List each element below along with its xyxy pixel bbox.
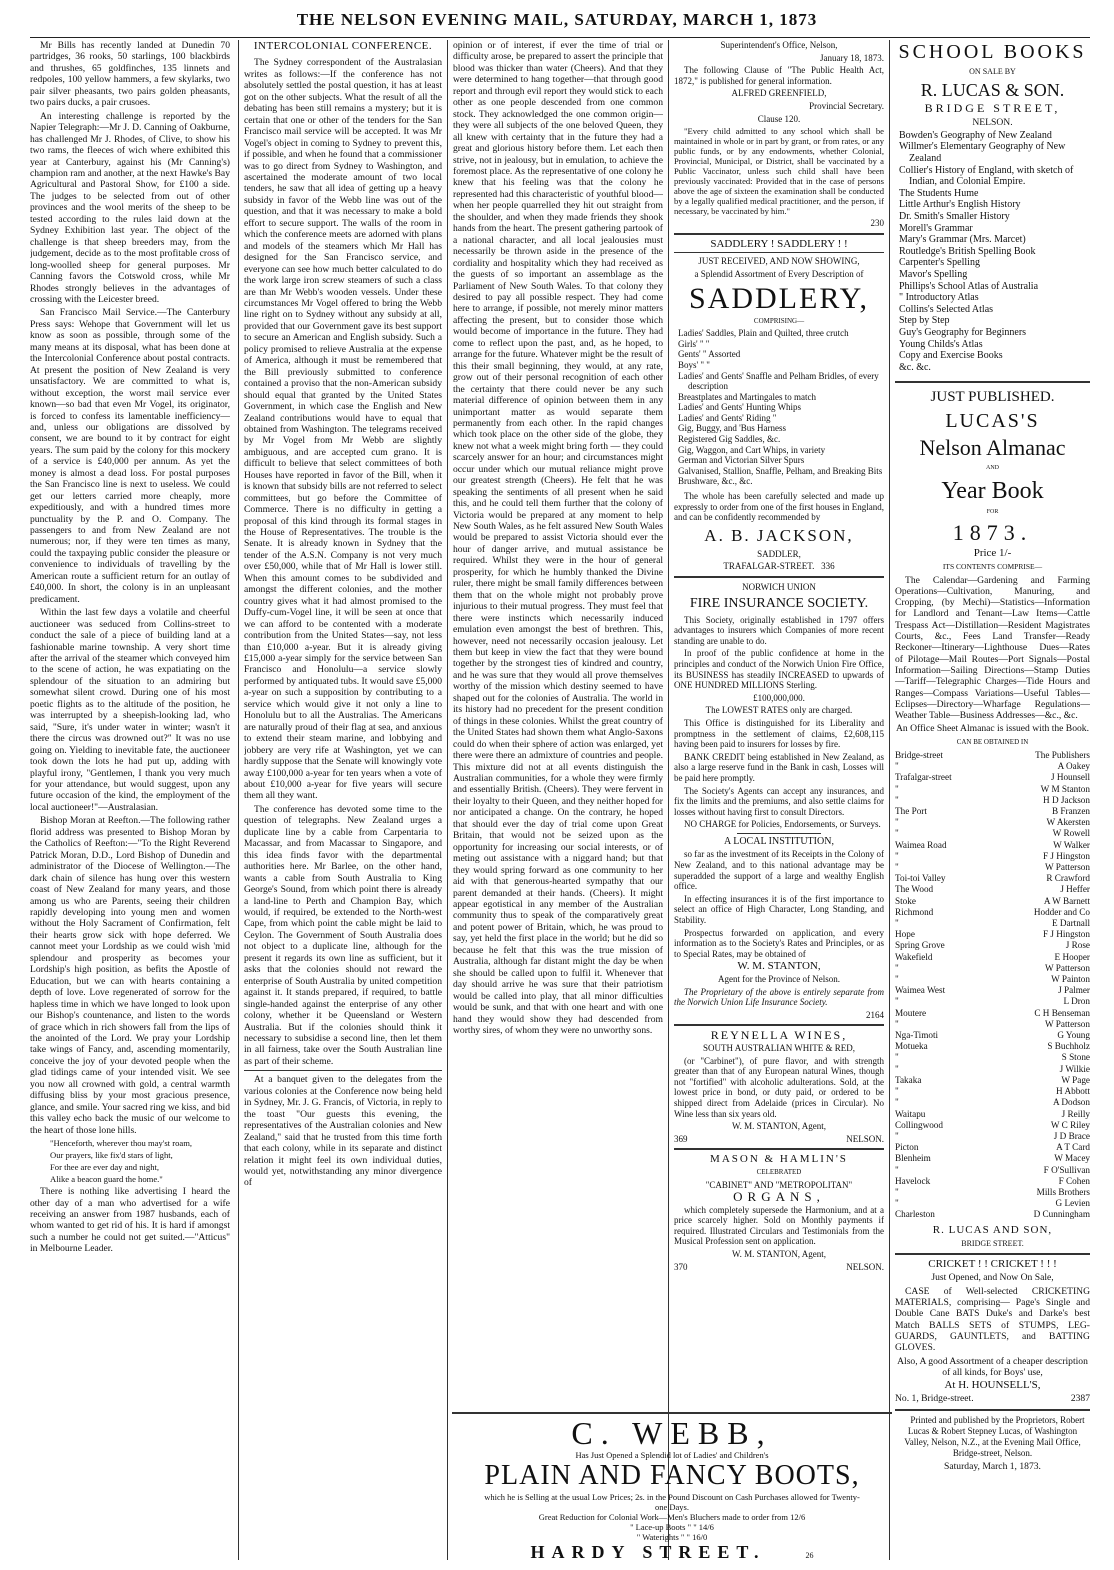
divider — [895, 1253, 1090, 1255]
book-item: Copy and Exercise Books — [899, 350, 1003, 362]
heading-conference: INTERCOLONIAL CONFERENCE. — [253, 40, 433, 52]
agent-place: " — [895, 1130, 899, 1141]
divider — [895, 1409, 1090, 1411]
price-label: Price 1/- — [973, 546, 1012, 559]
agent-name: W Akersten — [1046, 817, 1090, 828]
stanton-agent: Agent for the Province of Nelson. — [718, 974, 840, 984]
book-item: Carpenter's Spelling — [899, 257, 980, 269]
saddlery-item: Girls' " " — [678, 338, 710, 349]
agent-name: W Patterson — [1045, 962, 1090, 973]
agent-row — [895, 784, 1090, 795]
obtained-label: CAN BE OBTAINED IN — [956, 737, 1029, 746]
agent-name: J Wilkie — [1059, 1063, 1090, 1074]
agent-name: W C Riley — [1050, 1119, 1090, 1130]
agent-place: Spring Grove — [895, 940, 945, 951]
book-item: Little Arthur's English History — [899, 199, 1021, 211]
agent-place: " — [895, 862, 899, 873]
article-conference-1: The Sydney correspondent of the Australasian writes as follows:—If the conference has not absolutely settled the postal question, it has at least got on the other subjects. What the result of all the debating has been still remains a mystery; but it is certain that one or other of the tenders for the San Francisco mail service will be accepted. It was Mr Vogel's object in coming to Sydney to prevent this, if possible, and when he found that a commissioner was to go direct from Sydney to Washington, and ascertained the moderate amount of two local tenders, he saw that all idea of getting up a heavy subsidy in favor of the Webb line was out of the question, and that it was necessary to make a bold effort to secure support. The walls of the room in which the conference meets are adorned with plans and models of the steamers which Mr Hall has designed for the San Francisco service, and everyone can see how much better calculated to do the work large iron screw steamers of such a class are than Mr Webb's wooden vessels. Under these circumstances Mr Vogel offered to bring the Webb line right on to Sydney without any subsidy at all, provided that our Government gave its best support to secure an American and English subsidy. Such a policy promised to relieve Australia at the expense of America, although it must be remembered that the Bill previously submitted to conference contained a proviso that the non-American subsidy should equal that granted by the United States Government, in which case the English and New Zealand contributions would have to equal that obtained from Washington. The telegrams received by Mr Vogel from Mr Webb are slightly ambiguous, and are accepted cum grano. It is difficult to believe that select committees of both Houses have reported in favor of the Bill, when it is known that subsidy bills are not referred to select committees, but go before the Committee of Commerce. There is no difficulty in getting a proposal of this kind through its formal stages in the House of Representatives. The trouble is the Senate. It is already known in Sydney that the tender of the A.S.N. Company is not very much over £50,000, while that of Mr Hall is lower still. When this amount comes to be subdivided and amongst the different colonies, and the mother country gives what it had almost promised to the Duffy-cum-Vogel line, it will be seen at once that we can afford to be contented with a moderate contribution from the United States—say, not less than £10,000 a-year. But it is already giving £15,000 a-year simply for the service between San Francisco and Honolulu—a service slowly performed by antiquated tubs. It would save £5,000 a-year on such a supposition by contributing to a service which would give it not only a line to Honolulu but to all the Australias. The Americans are naturally proud of their flag at sea, and anxious to extend their steam marine, and lobbying and jobbery are very rife at Washington, yet we can hardly suppose that the Senate will knowingly vote away £100,000 a-year for ten years when a vote of about £10,000 a-year for five years will secure them all they want. — [244, 57, 442, 802]
saddler-label: SADDLER, — [757, 548, 801, 559]
comprising-label: COMPRISING— — [753, 316, 805, 325]
saddlery-item: Gents' " Assorted — [678, 349, 741, 360]
agent-name: The Publishers — [1035, 750, 1090, 760]
agent-name: J Hounsell — [1050, 772, 1090, 783]
agent-name: S Stone — [1061, 1052, 1090, 1063]
book-item: &c. &c. — [899, 361, 931, 373]
agent-row — [895, 1153, 1090, 1164]
agent-row — [895, 940, 1090, 951]
column-3 — [453, 40, 663, 1405]
agent-place: Richmond — [895, 906, 934, 917]
agent-place: Hope — [895, 929, 915, 940]
trafalgar-label: TRAFALGAR-STREET. 336 — [723, 561, 835, 572]
saddlery-item: Gig, Waggon, and Cart Whips, in variety — [678, 444, 826, 455]
agent-place: " — [895, 1086, 899, 1097]
agent-name: S Buchholz — [1047, 1041, 1090, 1052]
agent-row — [895, 1176, 1090, 1187]
school-books-heading: SCHOOL BOOKS — [898, 41, 1087, 63]
agent-place: Moutere — [895, 1007, 927, 1018]
agent-row — [895, 1109, 1090, 1120]
article-conference-2: The conference has devoted some time to the question of telegraphs. New Zealand urges a duplicate line by a cable from Carpentaria to Macassar, and from Macassar to Singapore, and this idea finds favor with the departmental authorities here. Mr Barlee, on the other hand, wants a cable from South Australia to King George's Sound, from which point there is already a land-line to Perth and Champion Bay, which would, if required, be extended to the North-west Cape, from which point the cable might be laid to Ceylon. The Government of South Australia does not object to a duplicate line, although for the present it regards its own line as sufficient, but it asks that the colonies should not reward the enterprise of South Australia by united competition against it. It stands prepared, if required, to battle single-handed against the enterprise of any other colony, whether it be Queensland or Western Australia. But if the colonies should think it necessary to subsidise a second line, then let them in all fairness, take over the South Australian line as part of their scheme. — [244, 803, 442, 1067]
cricket-sub: Just Opened, and Now On Sale, — [931, 1272, 1054, 1284]
divider — [737, 833, 821, 834]
webb-name: C. WEBB, — [571, 1415, 773, 1451]
agent-row — [895, 873, 1090, 884]
lucass-title: LUCAS'S — [945, 410, 1040, 433]
divider — [674, 1024, 884, 1026]
saddlery-item: Ladies' Saddles, Plain and Quilted, three crutch — [678, 328, 849, 339]
lucas-son: R. LUCAS AND SON, — [932, 1223, 1053, 1236]
agent-name: E Hooper — [1054, 951, 1090, 962]
column-1 — [30, 40, 230, 1570]
agent-name: A Dodson — [1052, 1097, 1090, 1108]
mason-footer: 370 NELSON. — [674, 1261, 884, 1272]
agent-row — [895, 761, 1090, 772]
agent-name: B Franzen — [1051, 806, 1090, 817]
agent-row — [895, 795, 1090, 806]
masthead-rule — [30, 37, 1090, 38]
agent-name: C H Benseman — [1034, 1007, 1090, 1018]
agent-row — [895, 1198, 1090, 1209]
agent-row — [895, 1165, 1090, 1176]
book-item: Mary's Grammar (Mrs. Marcet) — [899, 234, 1026, 246]
agent-row — [895, 1187, 1090, 1198]
article-advertising: There is nothing like advertising I heard the other day of a man who advertised for a wife receiving an answer from 1987 husbands, each of whom wanted to get rid of his. It is hard if amongst such a number he could not get suited.—"Atticus" in Melbourne Leader. — [30, 1186, 230, 1255]
wines-footer: 369 NELSON. — [674, 1133, 884, 1144]
cricket-heading: CRICKET ! ! CRICKET ! ! ! — [928, 1258, 1057, 1271]
mason-heading: MASON & HAMLIN'S — [710, 1153, 848, 1166]
webb-reduction: Great Reduction for Colonial Work—Men's Bluchers made to order from 12/6 — [538, 1512, 806, 1522]
agent-place: The Port — [895, 806, 927, 817]
local-p1: so far as the investment of its Receipts in the Colony of New Zealand, and to this national advantage may be superadded the support of a large and wealthy English office. — [674, 849, 884, 892]
imprint: Printed and published by the Proprietors, Robert Lucas & Robert Stepney Lucas, of Washington Valley, Nelson, N.Z., at the Evening Mail Office, Bridge-street, Nelson. — [904, 1414, 1085, 1458]
agent-row — [895, 862, 1090, 873]
agent-row — [895, 896, 1090, 907]
local-p3: Prospectus forwarded on application, and every information as to the Society's Rates and Principles, or as to Special Rates, may be obtained of — [674, 927, 884, 959]
book-item: Collier's History of England, with sketch of Indian, and Colonial Empire. — [899, 164, 1074, 188]
book-item: Dr. Smith's Smaller History — [899, 211, 1010, 223]
agent-place: " — [895, 974, 899, 985]
local-heading: A LOCAL INSTITUTION, — [724, 835, 834, 847]
agent-place: " — [895, 1063, 899, 1074]
mason-cabinet: "CABINET" AND "METROPOLITAN" — [705, 1179, 853, 1190]
agent-row — [895, 1064, 1090, 1075]
office-line: Superintendent's Office, Nelson, — [720, 40, 838, 50]
article-challenge: An interesting challenge is reported by the Napier Telegraph:—Mr J. D. Canning of Oakburne, has challenged Mr J. Rhodes, of Clive, to show his two rams, the fleeces of wich where exhibited this year at Canterbury, against his (Mr Canning's) champion ram and another, at the next Hawke's Bay Agricultural and Pastoral Show, for £100 a side. The judges to be selected from out of other provinces and the wool merits of the sheep to be tested according to the rules laid down at the Sydney Exhibition last year. The object of the challenge is that sheep breeders may, from the judgement, decide as to the most profitable cross of long-woolled sheep for general purposes. Mr Canning favors the Cotswold cross, while Mr Rhodes strongly believes in the advantages of crossing with the Leicester breed. — [30, 110, 230, 305]
divider — [674, 576, 884, 578]
bridge-street-2: BRIDGE STREET. — [961, 1238, 1024, 1248]
agent-name: H D Jackson — [1043, 794, 1090, 805]
health-act: The following Clause of "The Public Health Act, 1872," is published for general information. — [674, 65, 884, 86]
and-label: AND — [986, 465, 999, 472]
agent-place: Takaka — [895, 1074, 922, 1085]
book-item: Routledge's British Spelling Book — [899, 245, 1036, 257]
webb-boots: PLAIN AND FANCY BOOTS, — [484, 1460, 860, 1491]
book-item: Morell's Grammar — [899, 222, 973, 234]
agent-row — [895, 1120, 1090, 1131]
webb-number: 26 — [805, 1551, 814, 1560]
agent-place: Bridge-street — [895, 750, 943, 760]
greenfield-title: Provincial Secretary. — [809, 100, 884, 111]
agent-place: " — [895, 1097, 899, 1108]
saddlery-item: German and Victorian Silver Spurs — [678, 455, 805, 466]
poem-line: "Henceforth, wherever thou may'st roam, — [50, 1138, 193, 1149]
agent-row — [895, 840, 1090, 851]
agent-row — [895, 974, 1090, 985]
year-book-title: Year Book — [941, 477, 1044, 504]
saddlery-item: Gig, Buggy, and 'Bus Harness — [678, 423, 787, 434]
agent-row — [895, 1030, 1090, 1041]
agent-place: " — [895, 1198, 899, 1209]
saddlery-list — [674, 328, 884, 487]
office-date: January 18, 1873. — [820, 52, 884, 63]
agent-name: Mills Brothers — [1036, 1186, 1090, 1197]
agent-list — [895, 750, 1090, 1221]
article-mail-service: San Francisco Mail Service.—The Canterbury Press says: Wehope that Government will let us know as soon as possible, through some of the many means at its disposal, what has been done at the Intercolonial Conference about postal contracts. At present the position of New Zealand is very unsatisfactory. We are committed to what is, without exception, the worst mail service ever known—so bad that even Mr Vogel, its originator, is forced to confess its lamentable inefficiency—and, unless our obligations are dissolved by consent, we are bound to it by contract for eight years. The sum paid by the colony for this mockery of a service is £40,000 per annum. As yet the money is almost a dead loss. For postal purposes the San Francisco line is next to useless. We could get our letters carried more cheaply, more expeditiously, and with a hundred times more punctuality by the P. and O. Company. The passengers to and from New Zealand are not numerous; nor, if they were ten times as many, could the taxpaying public consider the pleasure or convenience to individuals of travelling by the American route a sufficient return for an outlay of £40,000. In short, the colony is in an unpleasant predicament. — [30, 307, 230, 605]
agent-name: E Dartnall — [1051, 918, 1090, 929]
agent-place: Charleston — [895, 1209, 935, 1220]
divider — [244, 1070, 442, 1071]
agent-place: Waimea Road — [895, 839, 947, 850]
webb-advertisement — [452, 1412, 892, 1562]
article-auctioneer: Within the last few days a volatile and cheerful auctioneer was seduced from Collins-street to conduct the sale of a piece of building land at a fashionable marine township. A very short time after the arrival of the steamer which conveyed him to the scene of action, he was expatiating on the splendour of the situation to an admiring but somewhat silent crowd. During one of his most poetic flights as to the altitude of the position, he was interrupted by a sheepish-looking lad, who said, "Sure, it's under water in winter; wasn't it there the circus was drowned out?" It was no use going on. Yielding to inevitable fate, the auctioneer took down the lots he had put up, adding with playful irony, "Gentlemen, I thank you very much for your attendance, but would suggest, upon any future occasion of the kind, the employment of the local auctioneer!"—Australasian. — [30, 607, 230, 813]
contents-heading: ITS CONTENTS COMPRISE— — [942, 562, 1043, 572]
agent-place: " — [895, 817, 899, 828]
jackson-name: A. B. JACKSON, — [704, 525, 854, 545]
saddlery-title: SADDLERY, — [689, 281, 869, 315]
saddlery-intro: JUST RECEIVED, AND NOW SHOWING, — [698, 256, 860, 267]
agent-row — [895, 772, 1090, 783]
agent-place: " — [895, 1186, 899, 1197]
saddlery-item: Ladies' and Gents' Hunting Whips — [678, 402, 802, 413]
agent-name: J Palmer — [1058, 985, 1090, 996]
agent-place: Waitapu — [895, 1108, 926, 1119]
proprietary-number: 2164 — [866, 1009, 884, 1020]
agent-row — [895, 806, 1090, 817]
agent-place: " — [895, 783, 899, 794]
agent-name: G Levien — [1055, 1198, 1090, 1209]
divider — [674, 252, 884, 253]
agent-name: L Dron — [1063, 996, 1090, 1007]
divider — [674, 233, 884, 235]
poem-line: Alike a beacon guard the home." — [50, 1174, 163, 1185]
agent-name: F Cohen — [1058, 1175, 1090, 1186]
book-item: Mavor's Spelling — [899, 269, 968, 281]
proprietary-note: The Proprietary of the above is entirely separate from the Norwich Union Life Insurance Society. — [674, 986, 884, 1008]
on-sale-label: ON SALE BY — [969, 67, 1016, 76]
for-label: FOR — [986, 508, 999, 515]
agent-name: W Painton — [1051, 974, 1090, 985]
nelson-label: NELSON. — [972, 116, 1013, 128]
agent-row — [895, 1209, 1090, 1220]
wines-agent: W. M. STANTON, Agent, — [731, 1121, 827, 1132]
norwich-amount: £100,000,000. — [753, 692, 805, 703]
saddlery-item: Boys' " " — [678, 359, 710, 370]
book-list — [895, 130, 1090, 373]
book-item: Willmer's Elementary Geography of New Zealand — [899, 141, 1066, 165]
contents-text: The Calendar—Gardening and Farming Operations—Cultivation, Manuring, and Cropping, (by Mechi)—Statistics—Information for Landlord and Tenant—Law Items—Cattle Trespass Act—Distillation—Resident Magistrates Courts, &c., Fees Land Transfer—Ready Reckoner—Itinerary—Lighthouse Dues—Rates of Pilotage—Mail Routes—Port Signals—Postal Information—Sailing Directions—Stamp Duties—Tariff—Telegraphic Charges—Tide Hours and Ranges—Compass Variations—Useful Tables—Eclipses—Directory—Wharfage Regulations—Weather Table—Business Addresses—&c., &c. — [895, 574, 1090, 722]
column-rule — [668, 40, 669, 1560]
column-2 — [244, 40, 442, 1565]
agent-name: F J Hingston — [1043, 929, 1090, 940]
agent-place: Wakefield — [895, 951, 933, 962]
year-title: 1873. — [952, 519, 1033, 545]
agent-row — [895, 1052, 1090, 1063]
poem-line: Our prayers, like fix'd stars of light, — [50, 1150, 173, 1161]
clause-number: 230 — [870, 218, 884, 229]
book-item: Bowden's Geography of New Zealand — [899, 129, 1052, 141]
agent-row — [895, 1075, 1090, 1086]
agent-name: G Young — [1057, 1030, 1090, 1041]
agent-row — [895, 952, 1090, 963]
agent-row — [895, 1019, 1090, 1030]
book-item: " Introductory Atlas — [899, 292, 979, 304]
agent-place: Stoke — [895, 895, 916, 906]
agent-row — [895, 929, 1090, 940]
saddlery-body: The whole has been carefully selected and made up expressly to order from one of the first houses in England, and can be confidently recommended by — [674, 491, 884, 523]
agent-name: F J Hingston — [1043, 850, 1090, 861]
agent-place: Waimea West — [895, 985, 946, 996]
book-item: Collins's Selected Atlas — [899, 303, 994, 315]
agent-row — [895, 1086, 1090, 1097]
lucas-name: R. LUCAS & SON. — [920, 80, 1065, 101]
agent-row — [895, 907, 1090, 918]
wines-sub: SOUTH AUSTRALIAN WHITE & RED, — [702, 1042, 856, 1053]
agent-name: A Oakey — [1057, 761, 1090, 772]
agent-name: J Heffer — [1060, 884, 1090, 895]
mason-celebrated: CELEBRATED — [756, 1167, 802, 1176]
agent-place: " — [895, 996, 899, 1007]
agent-name: F O'Sullivan — [1043, 1164, 1090, 1175]
stanton-name: W. M. STANTON, — [737, 960, 821, 973]
article-bills: Mr Bills has recently landed at Dunedin 70 partridges, 36 rooks, 50 starlings, 100 blackbirds and thrushes, 65 goldfinches, 135 linnets and redpoles, 100 yellow hammers, a few skylarks, two pair silver pheasants, two pairs golden pheasants, two pairs ducks, a pair crusoes. — [30, 40, 230, 109]
mason-organs: ORGANS, — [733, 1189, 825, 1205]
office-almanac: An Office Sheet Almanac is issued with the Book. — [896, 723, 1089, 735]
norwich-heading: NORWICH UNION — [742, 582, 816, 592]
webb-laceup: " Lace-up Boots " " 14/6 — [630, 1522, 714, 1532]
norwich-p6: NO CHARGE for Policies, Endorsements, or Surveys. — [684, 819, 881, 830]
column-rule — [447, 40, 448, 1560]
agent-row — [895, 985, 1090, 996]
agent-name: J Rose — [1065, 940, 1090, 951]
agent-place: " — [895, 1018, 899, 1029]
agent-name: W Walker — [1053, 839, 1090, 850]
norwich-p2: In proof of the public confidence at home in the principles and conduct of the Norwich Union Fire Office, its BUSINESS has steadily INCREASED to upwards of ONE HUNDRED MILLIONS Sterling. — [674, 648, 884, 691]
agent-name: W Rowell — [1052, 828, 1090, 839]
agent-place: Toi-toi Valley — [895, 873, 946, 884]
saddlery-item: Brushware, &c., &c. — [678, 476, 753, 487]
saddlery-intro2: a Splendid Assortment of Every Description of — [694, 268, 864, 279]
divider — [895, 381, 1090, 383]
agent-name: H Abbott — [1056, 1086, 1090, 1097]
column-rule — [889, 40, 890, 1560]
clause-heading: Clause 120. — [757, 113, 801, 124]
mason-agent: W. M. STANTON, Agent, — [731, 1249, 827, 1260]
agent-name: J Reilly — [1061, 1108, 1090, 1119]
cricket-also: Also, A good Assortment of a cheaper description of all kinds, for Boys' use, — [897, 1355, 1088, 1378]
norwich-p3: This Office is distinguished for its Liberality and promptness in the settlement of claims, £2,608,115 having been paid to insurers for losses by fire. — [674, 717, 884, 750]
column-4 — [674, 40, 884, 1405]
imprint-date: Saturday, March 1, 1873. — [944, 1460, 1041, 1472]
column-5 — [895, 40, 1090, 1565]
agent-name: R Crawford — [1046, 873, 1090, 884]
agent-row — [895, 1097, 1090, 1108]
hounsell-footer: No. 1, Bridge-street. 2387 — [895, 1393, 1090, 1405]
divider — [674, 1148, 884, 1150]
agent-place: Motueka — [895, 1041, 928, 1052]
book-item: Phillips's School Atlas of Australia — [899, 280, 1039, 292]
just-published: JUST PUBLISHED. — [930, 389, 1055, 406]
webb-opened: Has Just Opened a Splendid lot of Ladies' and Children's — [575, 1450, 769, 1460]
norwich-p1: This Society, originally established in 1797 offers advantages to insurers which Companies of more recent standing are unable to do. — [674, 614, 884, 646]
agent-place: " — [895, 918, 899, 929]
agent-row — [895, 851, 1090, 862]
agent-name: A T Card — [1056, 1142, 1090, 1153]
agent-row — [895, 750, 1090, 761]
agent-name: D Cunningham — [1033, 1209, 1090, 1220]
agent-name: W Page — [1061, 1074, 1090, 1085]
agent-place: " — [895, 1052, 899, 1063]
agent-row — [895, 963, 1090, 974]
agent-place: Havelock — [895, 1175, 931, 1186]
book-item: Step by Step — [899, 315, 950, 327]
agent-row — [895, 1008, 1090, 1019]
norwich-p5: The Society's Agents can accept any insurances, and fix the limits and the premiums, and also settle claims for losses without having first to consult Directors. — [674, 785, 884, 817]
agent-name: W Patterson — [1045, 862, 1090, 873]
agent-place: Blenheim — [895, 1153, 931, 1164]
clause-text: "Every child admitted to any school which shall be maintained in whole or in part by grant, or from rates, or any public funds, or by any endowments, whether Colonial, Provincial, Municipal, or District, shall be vaccinated by a Public Vaccinator, unless such child shall have been previously vaccinated: Provided that in the case of persons above the age of sixteen the examination shall be conducted by a legally qualified medical practitioner, and the person, if necessary, be vaccinated by him." — [674, 126, 884, 217]
agent-place: Trafalgar-street — [895, 772, 952, 783]
article-bishop-moran: Bishop Moran at Reefton.—The following rather florid address was presented to Bishop Moran by the Catholics of Reefton:—"To the Right Reverend Patrick Moran, D.D., Lord Bishop of Dunedin and administrator of the Diocese of Wellington.—The dark chain of silence has hung over this western coast of New Zealand for many years, and those among us who are Parents, seeing their children rapidly developing into young men and women without the Holy Sacrament of Confirmation, felt their hearts grow sick with hope deferred. We cannot meet your Lordship as we could wish 'mid splendour and prosperity as becomes your Lordship's high position, as befits the Apostle of Education, but we can with hearts containing a depth of love. Love regenerated of sorrow for the hapless time in which we have longed to look upon our Bishop's countenance, and listen to the words of grace which in rich showers fall from the lips of the anointed of the Lord. We pray your Lordship take wings of Fancy, and, ascending momentarily, conceive the joy of your devoted people when the glad tidings came of your intended visit. We see you now all crowned with gold, a central warmth diffusing bliss by your most gracious presence, glance, and smile. Your sacred ring we kiss, and bid this valley echo back the music of our welcome to the heart of those lone hills. — [30, 815, 230, 1136]
wines-heading: REYNELLA WINES, — [710, 1028, 848, 1043]
norwich-rates: The LOWEST RATES only are charged. — [705, 705, 853, 716]
agent-name: W Patterson — [1045, 1018, 1090, 1029]
agent-row — [895, 918, 1090, 929]
norwich-p4: BANK CREDIT being established in New Zealand, as also a large reserve fund in the Bank in cash, Losses will be paid here promptly. — [674, 751, 884, 783]
agent-place: The Wood — [895, 884, 934, 895]
agent-row — [895, 817, 1090, 828]
almanac-title: Nelson Almanac — [919, 435, 1066, 461]
norwich-fire: FIRE INSURANCE SOCIETY. — [689, 595, 869, 611]
saddlery-item: Ladies' and Gents' Riding " — [678, 412, 777, 423]
agent-name: Hodder and Co — [1033, 906, 1090, 917]
agent-row — [895, 1041, 1090, 1052]
saddlery-item: Ladies' and Gents' Snaffle and Pelham Bridles, of every description — [678, 370, 879, 392]
webb-street: HARDY STREET. — [530, 1542, 766, 1562]
agent-place: " — [895, 850, 899, 861]
column-rule — [238, 40, 239, 1560]
agent-name: A W Barnett — [1043, 895, 1090, 906]
webb-selling: which he is Selling at the usual Low Prices; 2s. in the Pound Discount on Cash Purchases allowed for Twenty-one Days. — [484, 1492, 860, 1512]
agent-name: W M Stanton — [1040, 783, 1090, 794]
book-item: The Students Hume — [899, 187, 979, 199]
agent-row — [895, 1131, 1090, 1142]
saddlery-heading: SADDLERY ! SADDLERY ! ! — [710, 237, 848, 250]
cricket-body: CASE of Well-selected CRICKETING MATERIALS, comprising— Page's Single and Double Cane BATS Duke's and Darke's best Match BALLS SETS of STUMPS, LEG-GUARDS, GAUNTLETS, and BATTING GLOVES. — [895, 1285, 1090, 1354]
agent-place: Picton — [895, 1142, 919, 1153]
agent-name: J D Brace — [1053, 1130, 1090, 1141]
book-item: Guy's Geography for Beginners — [899, 326, 1027, 338]
agent-place: " — [895, 828, 899, 839]
hounsell-name: At H. HOUNSELL'S, — [944, 1379, 1041, 1392]
article-banquet: At a banquet given to the delegates from the various colonies at the Conference now being held in Sydney, Mr. J. G. Francis, of Victoria, in reply to the toast "Our guests this evening, the representatives of the Australian colonies and New Zealand," said that he trusted from this time forth that each colony, while in its separate and distinct relation it might feel its own individual duties, would yet, notwithstanding any minor divergence of — [244, 1074, 442, 1189]
agent-place: " — [895, 1164, 899, 1175]
agent-row — [895, 996, 1090, 1007]
agent-row — [895, 828, 1090, 839]
book-item: Young Childs's Atlas — [899, 338, 983, 350]
saddlery-item: Galvanised, Stallion, Snaffle, Pelham, and Breaking Bits — [678, 465, 883, 476]
greenfield-name: ALFRED GREENFIELD, — [731, 88, 827, 99]
saddlery-item: Registered Gig Saddles, &c. — [678, 434, 781, 445]
bridge-street: BRIDGE STREET, — [924, 101, 1061, 116]
agent-place: " — [895, 962, 899, 973]
mason-body: which completely supersede the Harmonium, and at a price scarcely higher. Sold on Monthly payments if required. Illustrated Circulars and Testimonials from the Musical Profession sent on application. — [674, 1204, 884, 1247]
agent-row — [895, 1142, 1090, 1153]
local-p2: In effecting insurances it is of the first importance to select an office of High Character, Long Standing, and Stability. — [674, 893, 884, 926]
agent-place: Nga-Timoti — [895, 1030, 939, 1041]
masthead: THE NELSON EVENING MAIL, SATURDAY, MARCH 1, 1873 — [296, 10, 818, 29]
wines-body: (or "Carbinet"), of pure flavor, and with strength greater than that of any European natural Wines, though not "fortified" with alcoholic adulterations. Sold, at the lowest price in bond, or duty paid, or ordered to be shipped direct from Adelaide (prices in Circular). No Wine less than six years old. — [674, 1055, 884, 1119]
agent-name: W Macey — [1054, 1153, 1090, 1164]
agent-place: " — [895, 761, 899, 772]
webb-waterights: " Waterights " " 16/0 — [636, 1532, 708, 1542]
saddlery-item: Breastplates and Martingales to match — [678, 391, 816, 402]
poem-line: For thee are ever day and night, — [50, 1162, 160, 1173]
agent-place: " — [895, 794, 899, 805]
article-banquet-cont: opinion or of interest, if ever the time of trial or difficulty arose, be prepared to assert the principle that blood was thicker than water (Cheers). And that they were determined to hang together—that through good report and through evil report they would stick to each other as one people descended from one common stock. They acknowledged the one common origin—they were all subjects of the one beloved Queen, they all knew with certainty that in the future they had a great and glorious history before them. Let each then strive, not in jealousy, but in emulation, to achieve the foremost place. As the representative of one colony he knew that his feeling was that the colony he represented had this characteristic of youthful blood—when her people quarrelled they hit out straight from the shoulder, and when they made friends they shook hands from the heart. The present gathering partook of a national character, and all local jealousies must necessarily be thrown aside in the presence of the cordiality and hospitality which they had received as the guests of so important an assemblage as the Parliament of New South Wales. To that colony they desired to pay all possible respect. They had come here to arrange, if possible, not merely minor matters affecting the present, but to consider those which would become of importance in the future. They had come to reflect upon the past, and, as he hoped, to arrange for the future. Whatever might be the result of this their small beginning, they would, at any rate, grow out of their personal recognition of each other the certainty that there could never be any such material difference of opinion between them in any unimportant matter as would separate them permanently from each other. In the rapid changes which took place on the other side of the globe, they knew not what a week might bring forth — they could scarcely answer for an hour; and circumstances might occur under which our mutual reliance might prove our greatest strength (Cheers). He felt that he was speaking the sentiments of all present when he said this, and he could tell them further that the colony of Victoria would be prepared at any moment to help New South Wales, as he felt assured New South Wales would be prepared to assist Victoria should ever the hour of danger arrive, and mutual assistance be required. Whilst they were in the hour of general prosperity, for which he humbly thanked the Divine ruler, there might be small family differences between them that on the whole might not probably prove injurious to their mutual progress. They must feel that there were instincts which necessarily induced emulation even amongst the best of brethren. This, however, need not necessarily occasion jealousy. Let them but keep in view the fact that they were bound together by the strongest ties of kindred and country, and he was sure that they would all prove themselves worthy of the mission which destiny seemed to have shaped out for the colonies of Australia. The world in its history had no precedent for the present condition of things in these colonies. Whilst the great country of the United States had shown them what Anglo-Saxons could do when their sphere of action was enlarged, yet there were there an admixture of countries and people. This mixture did not at all events distinguish the Australian communities, for a whole they were firmly and essentially British. (Cheers). They were fervent in their loyalty to their Queen, and they neither hoped for nor anticipated a change. On the contrary, he hoped that should ever the day of trial come upon Great Britain, that would not be seized upon as the opportunity for increasing our social interests, or of meting out assistance with a niggard hand; but that they would spring forward as one community to her aid with that generous-hearted sympathy that our parent demanded at their hands. (Cheers). It might appear egotistical in any member of the Australian community thus to speak of the comparatively great and potent power of Britain, which, he was proud to say, yet held the first place in the world; but he did so because he felt that this was the true mission of Australia, although far distant might the day be when she should be called upon to fulfil it. Whenever that day should arrive he was sure that their patriotism would be called into play, that all minor difficulties would be sunk, and that with one heart and with one hand they would show they had descended from worthy sires, of whom they were no unworthy sons. — [453, 40, 663, 1036]
agent-place: Collingwood — [895, 1119, 943, 1130]
agent-row — [895, 884, 1090, 895]
